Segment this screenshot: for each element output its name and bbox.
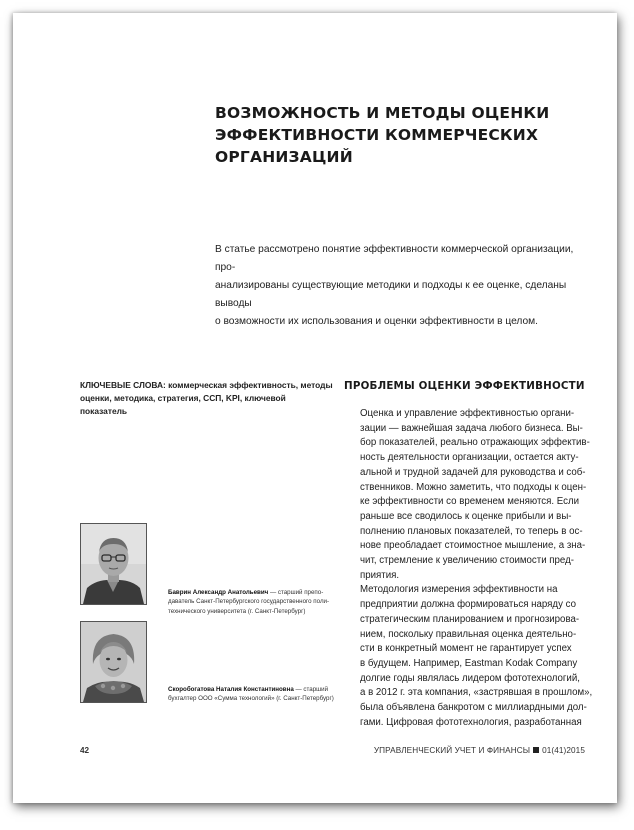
journal-info	[374, 746, 585, 755]
author-affiliation: даватель Санкт-Петербургского государственного поли-	[168, 598, 330, 606]
body-line: долгие годы являлась лидером фототехнологий,	[360, 672, 580, 684]
keywords-line: КЛЮЧЕВЫЕ СЛОВА: коммерческая эффективность, методы	[80, 380, 333, 390]
author-affiliation: технического университета (г. Санкт-Петербург)	[168, 607, 306, 615]
section-heading: ПРОБЛЕМЫ ОЦЕНКИ ЭФФЕКТИВНОСТИ	[344, 380, 585, 392]
body-line: бор показателей, реально отражающих эффектив-	[360, 437, 590, 449]
body-line: раньше все сводилось к оценке прибыли и вы-	[360, 510, 572, 522]
author-name: Скоробогатова Наталия Константиновна	[168, 686, 294, 693]
title-line: ВОЗМОЖНОСТЬ И МЕТОДЫ ОЦЕНКИ	[215, 104, 550, 122]
body-line: нием, поскольку правильная оценка деятельно-	[360, 628, 577, 640]
square-bullet-icon	[533, 747, 539, 753]
portrait-man-image	[81, 524, 146, 604]
author-photo	[80, 621, 147, 703]
article-abstract	[215, 241, 595, 331]
portrait-woman-image	[81, 622, 146, 702]
title-line: ЭФФЕКТИВНОСТИ КОММЕРЧЕСКИХ	[215, 126, 539, 144]
keywords-block	[80, 379, 335, 418]
abstract-line: о возможности их использования и оценки эффективности в целом.	[215, 316, 538, 327]
body-paragraph	[344, 407, 598, 583]
author-affiliation: — старший препо-	[268, 589, 324, 596]
body-line: альной и трудной задачей для руководства и соб-	[360, 466, 586, 478]
body-line: чит, стремление к увеличению стоимости пред-	[360, 555, 574, 567]
journal-name: УПРАВЛЕНЧЕСКИЙ УЧЕТ И ФИНАНСЫ	[373, 746, 531, 755]
body-line: в будущем. Например, Eastman Kodak Company	[360, 657, 578, 669]
body-line: стратегическим планированием и прогнозирова-	[360, 613, 580, 625]
body-line: ственников. Можно заметить, что подходы к оцен-	[360, 481, 587, 493]
abstract-line: В статье рассмотрено понятие эффективности коммерческой организации, про-	[215, 244, 574, 273]
author-info	[168, 685, 348, 704]
body-line: предприятии должна формироваться наряду со	[360, 599, 576, 611]
author-affiliation: — старший	[293, 686, 329, 693]
body-line: была объявлена банкротом с миллиардными дол-	[360, 702, 587, 714]
body-line: Методология измерения эффективности на	[360, 584, 558, 596]
body-line: нове преобладает стоимостное мышление, а зна-	[360, 540, 586, 552]
body-line: ке эффективности со временем меняются. Если	[360, 496, 580, 508]
body-line: сти в конкретный момент не гарантирует успех	[360, 643, 572, 655]
page-number: 42	[80, 746, 90, 755]
body-line: гами. Цифровая фототехнология, разработанная	[360, 716, 582, 728]
author-photo	[80, 523, 147, 605]
body-line: Оценка и управление эффективностью органи-	[360, 408, 575, 419]
article-body	[344, 407, 598, 730]
issue-number: 01(41)2015	[542, 746, 585, 755]
author-affiliation: бухгалтер ООО «Сумма технологий» (г. Санкт-Петербург)	[168, 695, 334, 703]
author-name: Баврин Александр Анатольевич	[168, 589, 269, 596]
journal-page	[13, 13, 617, 803]
body-line: полнению плановых показателей, то теперь в ос-	[360, 525, 583, 537]
body-line: а в 2012 г. эта компания, «застрявшая в прошлом»,	[360, 687, 593, 699]
body-paragraph	[344, 583, 598, 730]
body-line: ность деятельности организации, остается акту-	[360, 452, 579, 464]
article-title	[215, 102, 555, 168]
keywords-line: оценки, методика, стратегия, ССП, KPI, ключевой показатель	[80, 393, 286, 416]
author-info	[168, 588, 348, 616]
body-line: приятия.	[360, 569, 400, 581]
title-line: ОРГАНИЗАЦИЙ	[215, 148, 353, 166]
body-line: зации — важнейшая задача любого бизнеса. Вы-	[360, 422, 583, 434]
abstract-line: анализированы существующие методики и подходы к ее оценке, сделаны выводы	[215, 280, 567, 309]
